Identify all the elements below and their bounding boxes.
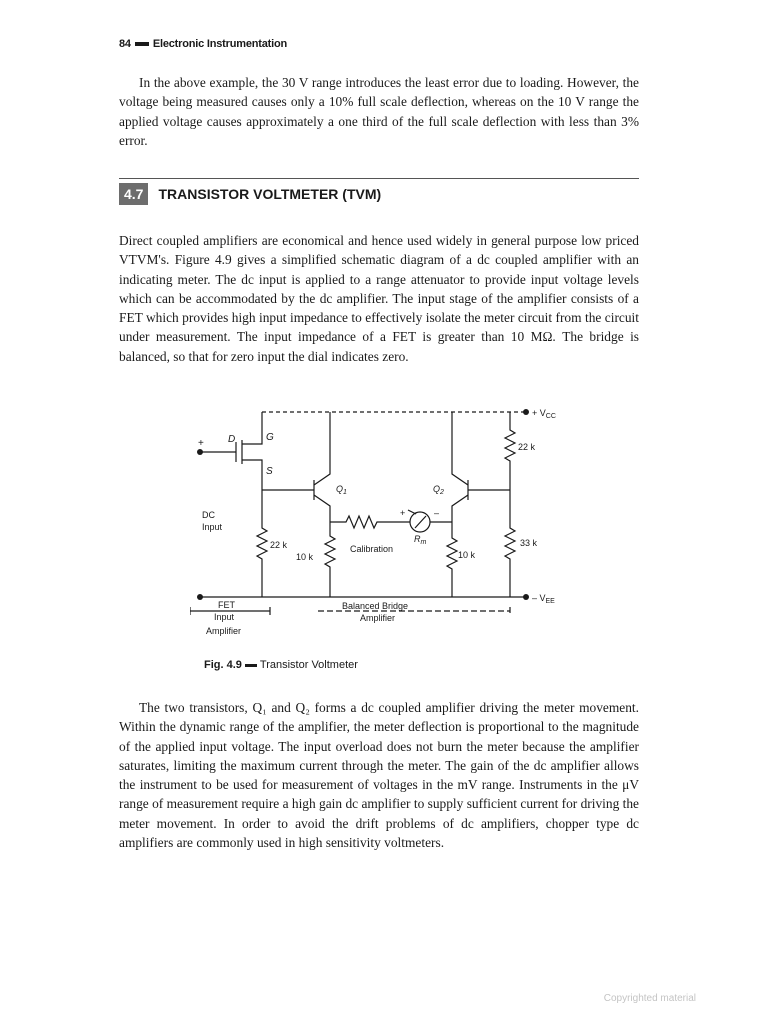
source-resistor-label: 22 k bbox=[270, 540, 288, 550]
q2-emitter-resistor bbox=[447, 522, 457, 597]
fet-symbol bbox=[200, 412, 262, 518]
section-body-paragraph: Direct coupled amplifiers are economical and hence used widely in general purpose low priced VTVM's. Figure 4.9 gives a simplified schematic diagram of a dc coupled amplifier with an indicating meter. The dc input is applied to a range attenuator to provide input voltage levels which can be accommodated by the dc amplifier. The input stage of the amplifier consists of a FET which provides high input impedance to effectively isolate the meter circuit from the circuit under measurement. The input impedance of a FET is greater than 10 MΩ. The bridge is balanced, so that for zero input the dial indicates zero. bbox=[119, 233, 639, 364]
bias-resistor bbox=[505, 490, 515, 597]
meter-minus-label: – bbox=[434, 508, 440, 518]
q2-emitter-resistor-label: 10 k bbox=[458, 550, 476, 560]
gate-label: G bbox=[266, 432, 274, 443]
bridge-label-2: Amplifier bbox=[360, 613, 396, 623]
fet-label-2: Input bbox=[214, 612, 235, 622]
figure-caption-text: Transistor Voltmeter bbox=[259, 659, 358, 671]
intro-paragraph: In the above example, the 30 V range introduces the least error due to loading. However, the voltage being measured causes only a 10% full scale deflection, whereas on the 10 V range the applied voltage causes approximately a one third of the full scale deflection with less than 3% error. bbox=[119, 75, 639, 148]
figure-caption bbox=[204, 659, 358, 671]
source-label: S bbox=[266, 466, 273, 477]
caption-bar bbox=[245, 664, 257, 667]
copyright-watermark: Copyrighted material bbox=[603, 993, 696, 1004]
vcc-label: + $V_{CC}$ bbox=[532, 408, 556, 420]
book-title: Electronic Instrumentation bbox=[152, 38, 287, 50]
section-title: TRANSISTOR VOLTMETER (TVM) bbox=[158, 186, 382, 202]
running-header bbox=[119, 38, 287, 50]
collector-resistor bbox=[505, 412, 515, 490]
section-number: 4.7 bbox=[119, 183, 148, 205]
dc-input-label-1: DC bbox=[202, 510, 215, 520]
dc-input-label-2: Input bbox=[202, 522, 223, 532]
q1-emitter-resistor bbox=[325, 512, 335, 597]
vee-terminal bbox=[523, 594, 529, 600]
q1-label: $Q_1$ bbox=[336, 484, 347, 496]
drain-label: D bbox=[228, 434, 236, 445]
q2-label: $Q_2$ bbox=[433, 484, 444, 496]
meter-plus-label: + bbox=[400, 508, 406, 518]
header-bar bbox=[135, 42, 149, 46]
q2-symbol bbox=[452, 412, 468, 522]
collector-resistor-label: 22 k bbox=[518, 442, 536, 452]
page-number: 84 bbox=[119, 38, 131, 50]
fet-label-1: FET bbox=[218, 600, 235, 610]
ground-terminal bbox=[197, 594, 203, 600]
rm-label: $R_m$ bbox=[414, 534, 427, 546]
bridge-label-1: Balanced Bridge bbox=[342, 601, 409, 611]
vee-label: – $V_{EE}$ bbox=[532, 593, 555, 605]
vcc-terminal bbox=[523, 409, 529, 415]
source-resistor bbox=[257, 518, 267, 597]
rm-marker bbox=[408, 510, 416, 514]
calibration-label: Calibration bbox=[350, 544, 394, 554]
q1-emitter-resistor-label: 10 k bbox=[296, 552, 314, 562]
q1-symbol bbox=[314, 412, 330, 512]
bias-resistor-label: 33 k bbox=[520, 538, 538, 548]
section-rule bbox=[119, 178, 639, 179]
calibration-resistor bbox=[330, 516, 410, 528]
transistor-voltmeter-schematic bbox=[190, 400, 590, 640]
conclusion-paragraph: The two transistors, Q₁ and Q₂ forms a dc coupled amplifier driving the meter movement. Within the dynamic range of the amplifier, the meter deflection is proportional to the magnitude of the applied input voltage. The input overload does not burn the meter because the amplifier saturates, limiting the maximum current through the meter. The gain of the dc amplifier allows the instrument to be used for measurement of voltages in the mV range. Instruments in the μV range of measurement require a high gain dc amplifier to supply sufficient current for driving the meter movement. In order to avoid the drift problems of dc amplifiers, chopper type dc amplifiers are commonly used in high sensitivity voltmeters. bbox=[119, 700, 639, 851]
section-heading bbox=[119, 183, 381, 205]
fet-label-3: Amplifier bbox=[206, 626, 242, 636]
input-plus-label: + bbox=[198, 438, 204, 449]
meter-needle bbox=[415, 516, 426, 528]
input-terminal bbox=[197, 449, 203, 455]
figure-label: Fig. 4.9 bbox=[204, 659, 242, 671]
